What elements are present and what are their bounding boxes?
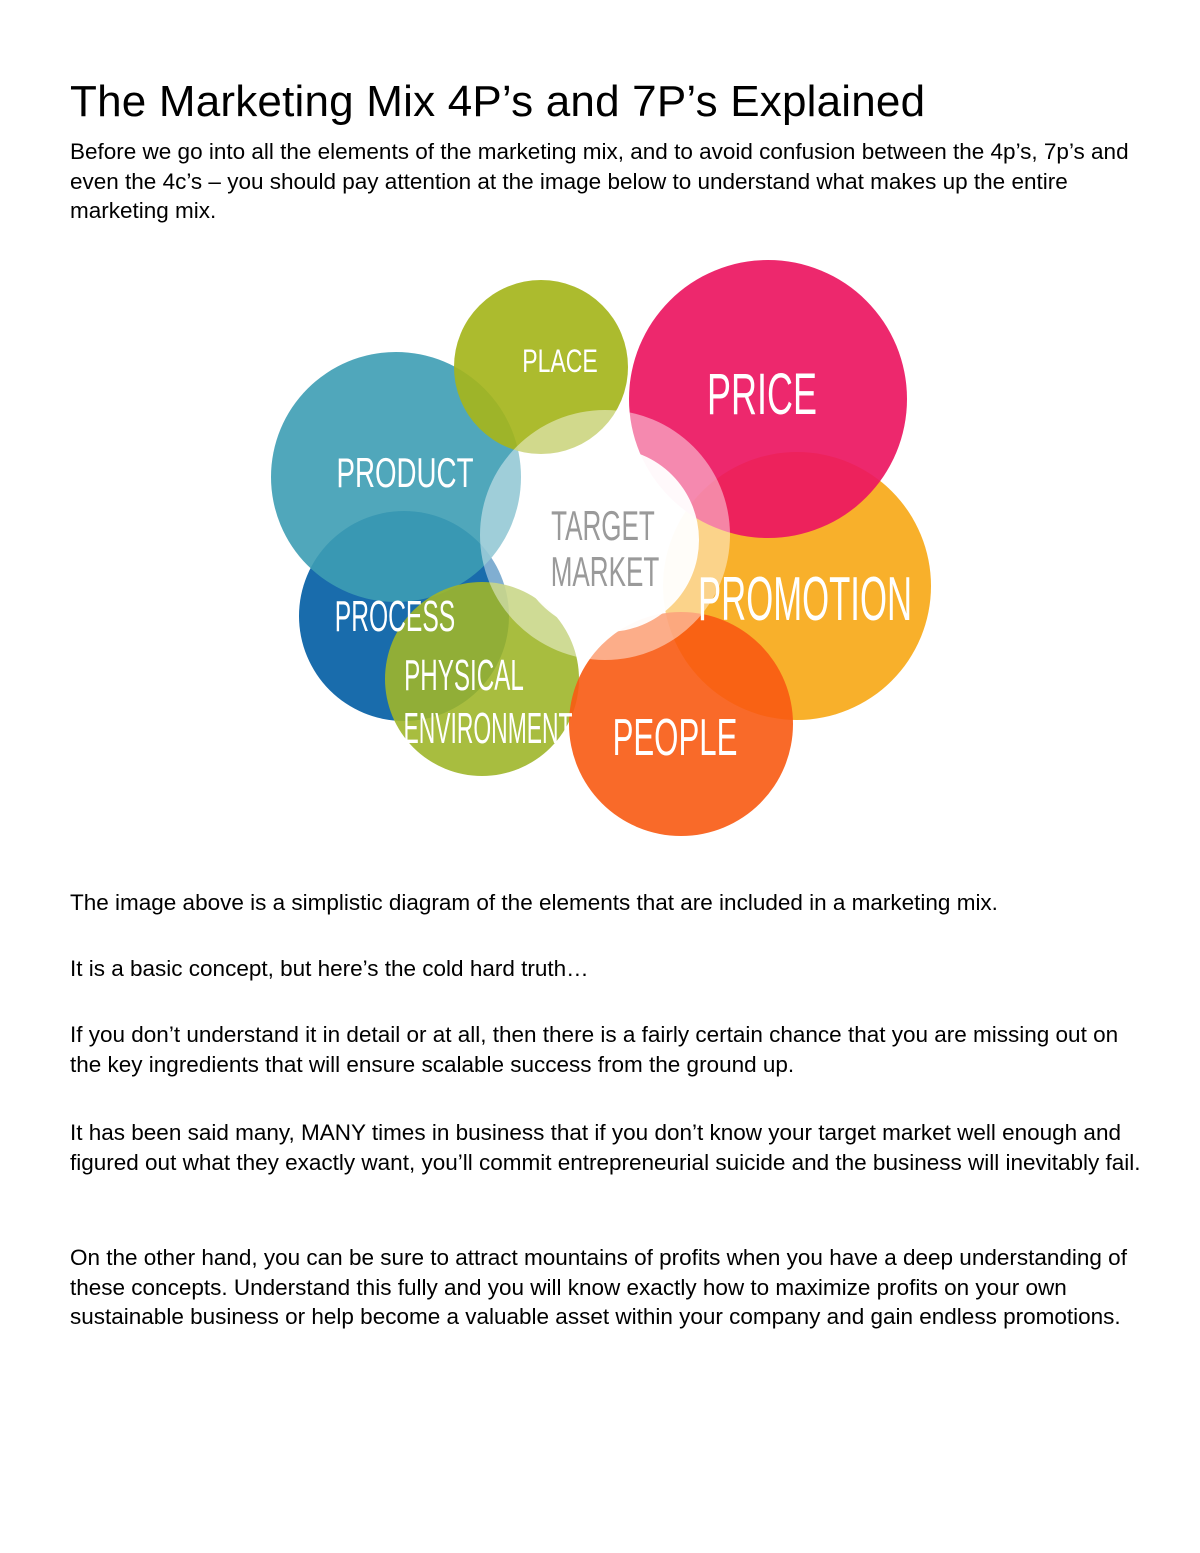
target-market-line1: TARGET — [551, 502, 655, 550]
paragraph-3: If you don’t understand it in detail or at all, then there is a fairly certain chance that you are missing out on the key ingredients that will ensure scalable success from the ground up. — [70, 1022, 1119, 1077]
paragraph-2: It is a basic concept, but here’s the cold hard truth… — [70, 956, 589, 981]
page-title: The Marketing Mix 4P’s and 7P’s Explained — [70, 77, 926, 126]
product-label: PRODUCT — [336, 449, 474, 497]
marketing-mix-diagram — [255, 250, 945, 850]
paragraph-5: On the other hand, you can be sure to attract mountains of profits when you have a deep understanding of these concepts. Understand this fully and you will know exactly how to maximize profits on your own sustainable business or help become a valuable asset within your company and gain endless promotions. — [70, 1245, 1127, 1329]
place-label: PLACE — [522, 343, 598, 379]
intro-paragraph: Before we go into all the elements of the marketing mix, and to avoid confusion between the 4p’s, 7p’s and even the 4c’s – you should pay attention at the image below to understand what makes up the entire marketing mix. — [70, 139, 1129, 223]
promotion-label: PROMOTION — [697, 564, 913, 634]
paragraph-4: It has been said many, MANY times in business that if you don’t know your target market well enough and figured out what they exactly want, you’ll commit entrepreneurial suicide and the business will inevitably fail. — [70, 1120, 1141, 1175]
people-label: PEOPLE — [612, 708, 738, 768]
process-label: PROCESS — [334, 591, 456, 641]
physical-label-line1: PHYSICAL — [404, 650, 524, 700]
price-label: PRICE — [707, 362, 817, 428]
target-market-line2: MARKET — [550, 548, 660, 596]
paragraph-1: The image above is a simplistic diagram of the elements that are included in a marketing mix. — [70, 890, 998, 915]
physical-label-line2: ENVIRONMENT — [403, 704, 573, 754]
